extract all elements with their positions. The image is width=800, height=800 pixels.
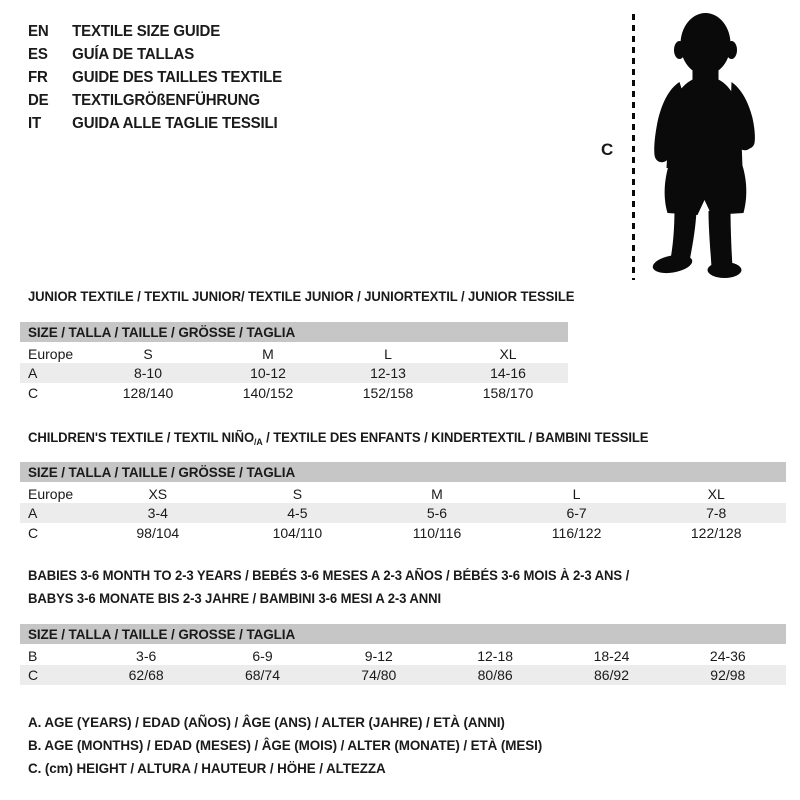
table-row (20, 383, 568, 403)
footnote-line: A. AGE (YEARS) / EDAD (AÑOS) / ÂGE (ANS) / ALTER (JAHRE) / ETÀ (ANNI) (28, 714, 505, 730)
language-title: TEXTILE SIZE GUIDE (72, 23, 221, 40)
table-row (20, 483, 786, 503)
row-label: C (20, 665, 88, 685)
language-row (28, 43, 282, 66)
size-cell: 3-6 (136, 647, 157, 664)
size-cell: 122/128 (690, 525, 742, 541)
section-title-text: CHILDREN'S TEXTILE / TEXTIL NIÑO (28, 430, 255, 445)
row-label: Europe (28, 485, 74, 502)
table-row (20, 523, 786, 543)
section-title (28, 285, 574, 308)
size-cell: 12-13 (328, 363, 448, 383)
language-code: EN (28, 23, 49, 40)
size-cell: 128/140 (122, 385, 174, 401)
section-title-text: BABYS 3-6 MONATE BIS 2-3 JAHRE / BAMBINI 3-6 MESI A 2-3 ANNI (28, 591, 442, 606)
size-cell: 6-7 (507, 503, 647, 523)
size-cell: 14-16 (448, 363, 568, 383)
size-cell: S (292, 485, 303, 502)
size-cell: 86/92 (553, 665, 669, 685)
size-cell: L (572, 485, 581, 502)
size-cell: 7-8 (646, 503, 786, 523)
row-label: A (20, 363, 88, 383)
section-title-text: BABIES 3-6 MONTH TO 2-3 YEARS / BEBÉS 3-6 MESES A 2-3 AÑOS / BÉBÉS 3-6 MOIS À 2-3 ANS / (28, 568, 630, 583)
size-cell: 80/86 (437, 665, 553, 685)
language-row (28, 20, 282, 43)
language-code: IT (28, 115, 41, 132)
size-cell: 104/110 (272, 525, 323, 541)
language-code: DE (28, 92, 49, 109)
size-table (20, 322, 568, 403)
table-header-row (20, 322, 568, 343)
table-header-bar: SIZE / TALLA / TAILLE / GROSSE / TAGLIA (20, 624, 786, 645)
language-row (28, 66, 282, 89)
table-header-row (20, 624, 786, 645)
language-code: ES (28, 46, 48, 63)
language-title-list (28, 20, 282, 135)
language-title: GUIDE DES TAILLES TEXTILE (72, 69, 282, 86)
size-cell: 116/122 (551, 525, 602, 541)
section-title-line (28, 587, 629, 610)
row-label: B (28, 647, 38, 664)
language-row (28, 89, 282, 112)
section-title-text: / TEXTILE DES ENFANTS / KINDERTEXTIL / BAMBINI TESSILE (262, 430, 649, 445)
footnotes-list (28, 711, 542, 780)
size-cell: 62/68 (88, 665, 204, 685)
footnote-line: B. AGE (MONTHS) / EDAD (MESES) / ÂGE (MOIS) / ALTER (MONATE) / ETÀ (MESI) (28, 737, 543, 753)
size-cell: 158/170 (482, 385, 534, 401)
size-cell: 10-12 (208, 363, 328, 383)
table-row (20, 363, 568, 383)
size-cell: 3-4 (88, 503, 228, 523)
size-cell: 9-12 (364, 647, 393, 664)
row-label: Europe (28, 345, 74, 362)
language-title: GUIDA ALLE TAGLIE TESSILI (72, 115, 278, 132)
size-cell: M (431, 485, 443, 502)
size-cell: XL (499, 345, 517, 362)
toddler-silhouette-icon (640, 10, 758, 282)
language-code: FR (28, 69, 48, 86)
toddler-silhouette-shape (651, 13, 755, 278)
size-cell: 74/80 (321, 665, 437, 685)
section-title (28, 426, 648, 454)
size-cell: L (384, 345, 392, 362)
section-title-line (28, 564, 629, 587)
size-cell: 4-5 (228, 503, 368, 523)
height-measure-dotted-line (632, 14, 635, 280)
size-cell: 152/158 (362, 385, 414, 401)
table-row (20, 645, 786, 665)
table-header-bar: SIZE / TALLA / TAILLE / GRÖSSE / TAGLIA (20, 462, 786, 483)
size-table (20, 462, 786, 543)
size-cell: XL (707, 485, 725, 502)
size-cell: M (262, 345, 274, 362)
size-cell: 12-18 (477, 647, 514, 664)
size-cell: S (143, 345, 153, 362)
row-label: C (28, 385, 39, 401)
section-title-line (28, 285, 574, 308)
section-title-text: /A (254, 437, 263, 447)
table-row (20, 503, 786, 523)
section-title-line (28, 426, 648, 454)
height-measure-label: C (601, 140, 614, 159)
row-label: A (20, 503, 88, 523)
size-cell: 98/104 (136, 525, 180, 541)
row-label: C (28, 525, 39, 541)
section-title-text: JUNIOR TEXTILE / TEXTIL JUNIOR/ TEXTILE JUNIOR / JUNIORTEXTIL / JUNIOR TESSILE (28, 289, 575, 304)
language-row (28, 112, 282, 135)
table-header-bar: SIZE / TALLA / TAILLE / GRÖSSE / TAGLIA (20, 322, 568, 343)
section-title (28, 564, 629, 610)
language-title: GUÍA DE TALLAS (72, 46, 195, 63)
size-cell: 92/98 (670, 665, 786, 685)
size-cell: 110/116 (412, 525, 462, 541)
size-table (20, 624, 786, 685)
size-cell: 5-6 (367, 503, 507, 523)
table-row (20, 343, 568, 363)
size-cell: 68/74 (204, 665, 320, 685)
table-header-row (20, 462, 786, 483)
size-cell: 6-9 (252, 647, 273, 664)
table-row (20, 665, 786, 685)
size-cell: XS (148, 485, 168, 502)
language-title: TEXTILGRÖßENFÜHRUNG (72, 92, 260, 109)
footnote-line: C. (cm) HEIGHT / ALTURA / HAUTEUR / HÖHE / ALTEZZA (28, 760, 386, 776)
size-cell: 24-36 (709, 647, 746, 664)
size-cell: 8-10 (88, 363, 208, 383)
size-cell: 18-24 (593, 647, 630, 664)
size-cell: 140/152 (242, 385, 294, 401)
